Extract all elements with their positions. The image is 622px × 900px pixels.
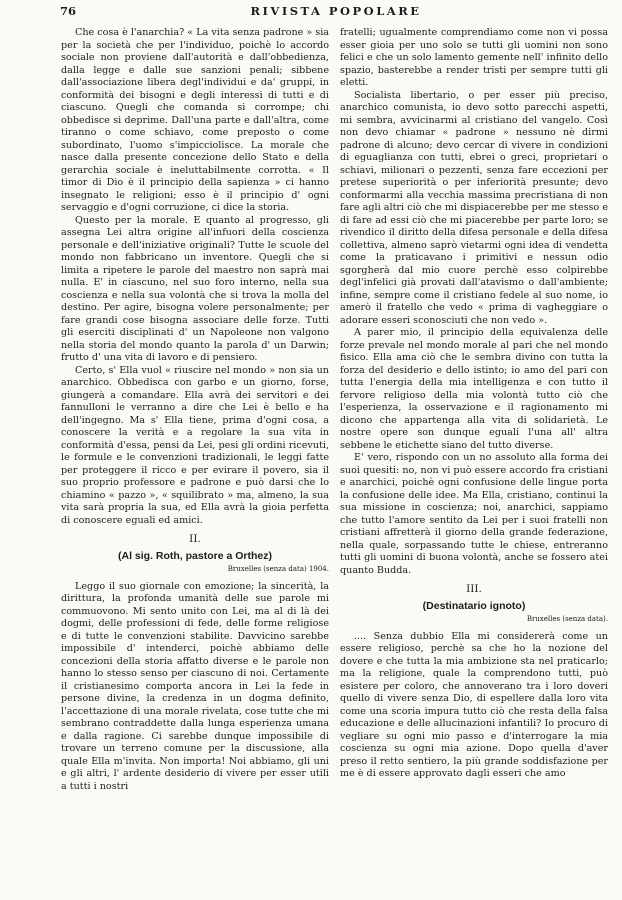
paragraph-continued: fratelli; ugualmente comprendiamo come non vi possa esser gioia per uno solo se tutti gli uomini non sono felici e che un solo lamento gemente nell' infinito dello spazio, basterebbe a render tristi per sempre tutti gli eletti. [340, 27, 608, 88]
paragraph: Certo, s' Ella vuol « riuscire nel mondo » non sia un anarchico. Obbedisca con garbo e un giorno, forse, giungerà a comandare. Ella avrà dei servitori e dei fannulloni le verranno a dire che Lei è bello e ha dell'ingegno. Ma s' Ella tiene, prima d'ogni cosa, a conoscere la verità e a regolare la sua vita in conformità d'essa, pensi da Lei, pesi gli ordini ricevuti, le formule e le convenzioni tradizionali, le leggi fatte per proteggere il ricco e per evirare il povero, sia il suo proprio professore e padrone e può darsi che lo chiamino « pazzo », « squilibrato » ma, almeno, la sua vita sarà propria la sua, ed Ella avrà la gioia perfetta di conoscere eguali ed amici. [61, 364, 329, 526]
paragraph: Che cosa è l'anarchia? « La vita senza padrone » sia per la società che per l'individuo, poichè lo accordo sociale non proviene dall'autorità e dall'obbedienza, dalla legge e dalle sue sanzioni penali; sibbene dall'associazione libera degl'individui e da' gruppi, in conformità dei bisogni e degli interessi di tutti e di ciascuno. Quegli che comanda si corrompe; chi obbedisce si deprime. Dall'una parte e dall'altra, come tiranno o come schiavo, come preposto o come subordinato, l'uomo s'impicciolisce. La morale che nasce dalla presente concezione dello Stato e della gerarchia sociale è ineluttabilmente corrotta. « Il timor di Dio è il principio della sapienza » ci hanno insegnato le religioni; esso è il principio d' ogni servaggio e d'ogni corruzione, ci dice la storia. [61, 27, 329, 213]
paragraph: Socialista libertario, o per esser più preciso, anarchico comunista, io devo sotto parecchi aspetti, mi sembra, avvicinarmi al cristiano del vangelo. Così non devo chiamar « padrone » nessuno nè dirmi padrone di alcuno; devo cercar di vivere in condizioni di eguaglianza con tutti, ebrei o greci, proprietari o schiavi, milionari o pezzenti, senza fare eccezioni per pretese superiorità o per inferiorità presunte; devo conformarmi alla vecchia massima precristiana di non fare agli altri ciò che mi dispiacerebbe per me stesso e di fare ad essi ciò che mi piacerebbe per parte loro; se rivendico il diritto della difesa personale e della difesa collettiva, almeno saprò vietarmi ogni idea di vendetta come la praticavano i primitivi e nessun odio sgorgherà dal mio cuore perchè esso colpirebbe degl'infelici già provati dall'atavismo o dall'ambiente; infine, sempre come il cristiano fedele al suo nome, io amerò il fratello che vedo « prima di vagheggiare o adorare esseri sconosciuti che non vedo ». [340, 89, 608, 326]
section-dateline: Bruxelles (senza data). [526, 615, 608, 623]
section-title: (Al sig. Roth, pastore a Orthez) [117, 549, 272, 562]
left-column [61, 27, 329, 897]
page-number: 76 [60, 4, 77, 18]
paragraph: Leggo il suo giornale con emozione; la sincerità, la dirittura, la profonda umanità delle sue parole mi commuovono. Mi sento unito con Lei, ma al di là dei dogmi, delle professioni di fede, delle forme religiose e di tutte le convenzioni stabilite. Davvicino sarebbe impossibile d' intenderci, poichè abbiamo delle concezioni della storia affatto diverse e le parole non hanno lo stesso senso per ciascuno di noi. Certamente il cristianesimo comporta ancora in Lei la fede in persone divine, la credenza in un dogma definito, l'accettazione di una morale rivelata, cose tutte che mi sembrano contraddette dalla lunga esperienza umana e dalla ragione. Ci sarebbe dunque impossibile di trovare un terreno comune per la discussione, alla quale Ella m'invita. Non importa! Noi abbiamo, gli uni e gli altri, l' ardente desiderio di vivere per esser utili a tutti i nostri [61, 580, 329, 792]
paragraph: A parer mio, il principio della equivalenza delle forze prevale nel mondo morale al pari che nel mondo fisico. Ella ama ciò che le sembra divino con tutta la forza del desiderio e dello istinto; io amo del pari con tutta l'energia della mia intelligenza e con tutto il fervore religioso della mia volontà tutto ciò che l'esperienza, la osservazione e il ragionamento mi dicono che appartenga alla vita di solidarietà. Le nostre opere son dunque eguali l'una all' altra sebbene le etichette siano del tutto diverse. [340, 327, 608, 451]
section-number: II. [189, 533, 201, 545]
section-number: III. [466, 583, 482, 595]
journal-title: RIVISTA POPOLARE [250, 4, 422, 18]
paragraph: E' vero, rispondo con un no assoluto alla forma dei suoi quesiti: no, non vi può essere accordo fra cristiani e anarchici, poichè ogni confusione delle lingue porta la confusione delle idee. Ma Ella, cristiano, continui la sua missione in coscienza; noi, anarchici, sappiamo che tutto l'amore sentito da Lei per i suoi fratelli non cristiani affretterà il giorno della grande federazione, nella quale, sorpassando tutte le chiese, entreranno tutti gli uomini di buona volontà, anche se fossero atei quanto Budda. [340, 452, 608, 576]
right-column [340, 27, 608, 897]
paragraph: .... Senza dubbio Ella mi considererà come un essere religioso, perchè sa che ho la nozione del dovere e che tutta la mia ambizione sta nel praticarlo; ma la religione, quale la comprendono tutti, può esistere per coloro, che annoverano tra i loro doveri quello di vivere senza Dio, di espellere dalla loro vita come una scoria impura tutto ciò che resta della falsa educazione e delle allucinazioni infantili? Io procuro di vegliare su ogni mio passo e d'interrogare la mia coscienza su ogni mia azione. Dopo quella d'aver preso il retto sentiero, la più grande soddisfazione per me è di essere approvato dagli esseri che amo [340, 630, 608, 779]
section-title: (Destinatario ignoto) [422, 599, 526, 612]
running-header [0, 4, 622, 22]
section-dateline: Bruxelles (senza data) 1904. [227, 565, 329, 573]
paragraph: Questo per la morale. E quanto al progresso, gli assegna Lei altra origine all'infuori della coscienza personale e dell'iniziative originali? Tutte le scuole del mondo non fabbricano un inventore. Quegli che si limita a ripetere le parole del maestro non saprà mai nulla. E' in ciascuno, nel suo foro interno, nella sua coscienza e nella sua volontà che si trova la molla del destino. Per agire, bisogna volere personalmente; per fare grandi cose bisogna associare delle forze. Tutti gli eserciti disciplinati d' un Napoleone non valgono nella storia del mondo quanto la parola d' un Darwin; frutto d' una vita di lavoro e di pensiero. [61, 214, 329, 363]
